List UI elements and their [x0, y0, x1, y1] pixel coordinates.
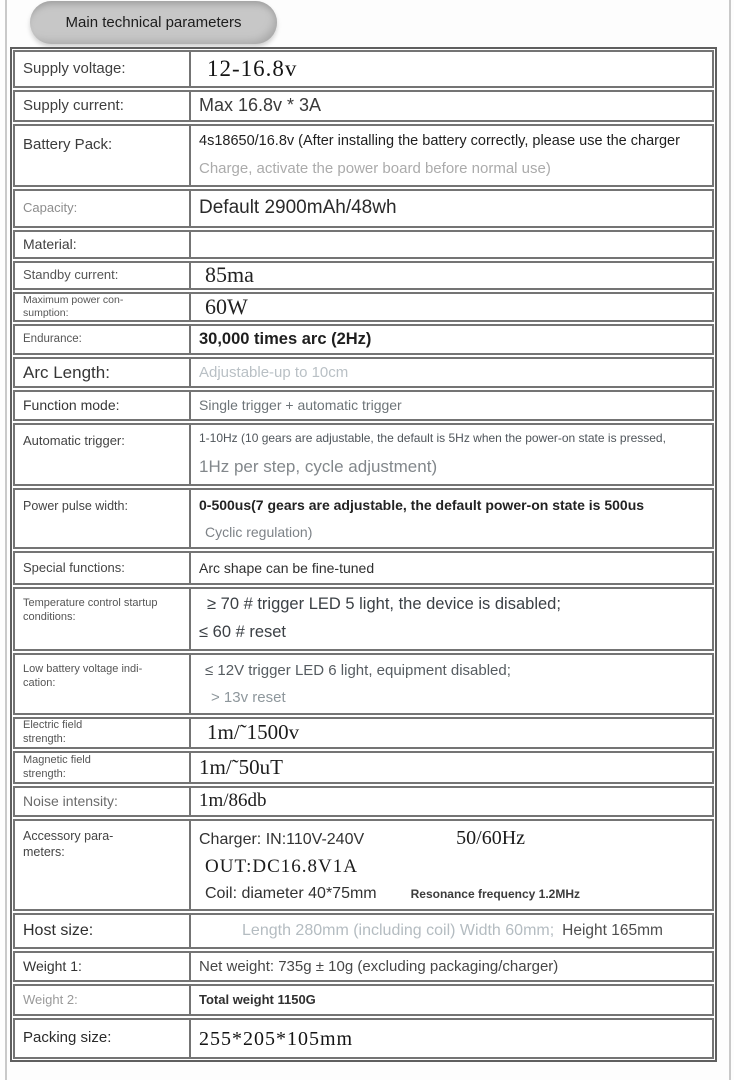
table-row-packing-size: [13, 1018, 714, 1059]
param-value: Arc shape can be fine-tuned: [199, 559, 375, 576]
table-row-automatic-trigger: [13, 423, 714, 486]
param-value: [191, 589, 712, 649]
param-value: [191, 490, 712, 547]
param-label: Material:: [15, 232, 191, 257]
param-value: Max 16.8v * 3A: [199, 95, 322, 116]
charger-line: [199, 825, 706, 851]
param-label-line-2: sumption:: [23, 307, 69, 319]
value-line-1: 1-10Hz (10 gears are adjustable, the default is 5Hz when the power-on state is pressed,: [199, 431, 666, 446]
param-value: 30,000 times arc (2Hz): [199, 329, 372, 348]
param-label: Noise intensity:: [15, 788, 191, 815]
charger-output: OUT:DC16.8V1A: [205, 856, 358, 878]
table-row-electric-field-strength: [13, 717, 714, 749]
param-label-line-1: Accessory para-: [23, 829, 114, 843]
page-title: Main technical parameters: [65, 14, 242, 31]
param-label: Packing size:: [15, 1020, 191, 1057]
value-line-1: ≤ 12V trigger LED 6 light, equipment disabled;: [205, 661, 511, 679]
param-label-line-1: Temperature control startup: [23, 597, 158, 609]
param-value: 12-16.8v: [207, 56, 298, 82]
param-value: [191, 425, 712, 484]
param-value: Adjustable-up to 10cm: [199, 363, 349, 381]
param-label: Host size:: [15, 915, 191, 947]
param-label: Automatic trigger:: [15, 425, 191, 484]
param-value: [191, 915, 712, 947]
table-row-capacity: [13, 189, 714, 228]
value-line-2: Cyclic regulation): [205, 523, 313, 540]
param-value: 85ma: [205, 262, 254, 288]
value-line-2: ≤ 60 # reset: [199, 623, 287, 642]
spec-table: [10, 47, 717, 1062]
value-line-1: 4s18650/16.8v (After installing the battery correctly, please use the charger: [199, 133, 680, 150]
param-label: [15, 589, 191, 649]
host-size-dim: Length 280mm (including coil) Width 60mm;: [242, 921, 555, 939]
param-value: [191, 821, 712, 909]
param-label: Special functions:: [15, 553, 191, 583]
coil-spec: Coil: diameter 40*75mm: [205, 885, 377, 903]
param-label: [15, 753, 191, 782]
param-label: Capacity:: [15, 191, 191, 226]
param-label: [15, 655, 191, 713]
param-label: [15, 821, 191, 909]
param-label: Arc Length:: [15, 359, 191, 386]
param-label-line-2: strength:: [23, 767, 66, 780]
table-row-temperature-control: [13, 587, 714, 651]
table-row-battery-pack: [13, 124, 714, 187]
table-row-special-functions: [13, 551, 714, 585]
param-value: Net weight: 735g ± 10g (excluding packaging/charger): [199, 957, 559, 975]
host-size-strong: Height 165mm: [562, 921, 663, 939]
param-value: Single trigger + automatic trigger: [199, 397, 402, 414]
table-row-max-power-consumption: [13, 292, 714, 322]
page-border-right: [729, 0, 731, 1080]
resonance-frequency: Resonance frequency 1.2MHz: [410, 887, 581, 902]
param-value: 1m/86db: [199, 790, 267, 812]
table-row-standby-current: [13, 261, 714, 290]
param-label: [15, 719, 191, 747]
param-label-line-2: strength:: [23, 733, 66, 745]
param-value: 1m/˜50uT: [199, 754, 283, 779]
param-label-line-1: Low battery voltage indi-: [23, 663, 143, 675]
table-row-function-mode: [13, 390, 714, 421]
page-border-left: [5, 0, 7, 1080]
table-row-power-pulse-width: [13, 488, 714, 549]
param-value: Total weight 1150G: [199, 991, 316, 1007]
value-line-1: 0-500us(7 gears are adjustable, the default power-on state is 500us: [199, 497, 645, 514]
param-value: 255*205*105mm: [199, 1027, 354, 1050]
param-label: Supply voltage:: [15, 52, 191, 86]
table-row-arc-length: [13, 357, 714, 388]
param-value: 1m/˜1500v: [207, 720, 300, 745]
param-label-line-1: Maximum power con-: [23, 293, 124, 306]
table-row-magnetic-field-strength: [13, 751, 714, 784]
param-label: Weight 2:: [15, 986, 191, 1014]
param-value: [191, 232, 712, 257]
param-label-line-2: cation:: [23, 676, 56, 689]
value-line-2: > 13v reset: [211, 688, 286, 706]
value-line-2: 1Hz per step, cycle adjustment): [199, 456, 438, 476]
param-label: [15, 294, 191, 320]
param-label: Battery Pack:: [15, 126, 191, 185]
table-row-supply-voltage: [13, 50, 714, 88]
param-value: [191, 126, 712, 185]
table-row-host-size: [13, 913, 714, 949]
param-label-line-2: meters:: [23, 844, 65, 859]
table-row-weight-1: [13, 951, 714, 982]
param-label: Power pulse width:: [15, 490, 191, 547]
param-label-line-1: Magnetic field: [23, 753, 91, 766]
param-value: 60W: [205, 293, 248, 319]
param-label: Supply current:: [15, 92, 191, 120]
charger-frequency: 50/60Hz: [456, 827, 526, 850]
param-label: Standby current:: [15, 263, 191, 288]
param-label-line-1: Electric field: [23, 719, 83, 732]
table-row-material: [13, 230, 714, 259]
table-row-weight-2: [13, 984, 714, 1016]
table-row-accessory-parameters: [13, 819, 714, 911]
param-label: Function mode:: [15, 392, 191, 419]
param-label: Weight 1:: [15, 953, 191, 980]
value-line-1: ≥ 70 # trigger LED 5 light, the device is disabled;: [207, 595, 561, 614]
param-value: [191, 655, 712, 713]
table-row-noise-intensity: [13, 786, 714, 817]
coil-line: [199, 884, 706, 905]
main-parameters-tab[interactable]: [30, 1, 277, 44]
value-line-2: Charge, activate the power board before normal use): [199, 160, 551, 178]
param-value: Default 2900mAh/48wh: [199, 197, 397, 219]
param-label: Endurance:: [15, 326, 191, 353]
table-row-supply-current: [13, 90, 714, 122]
table-row-endurance: [13, 324, 714, 355]
param-label-line-2: conditions:: [23, 610, 76, 623]
table-row-low-battery-indication: [13, 653, 714, 715]
charger-input: Charger: IN:110V-240V: [199, 831, 365, 849]
